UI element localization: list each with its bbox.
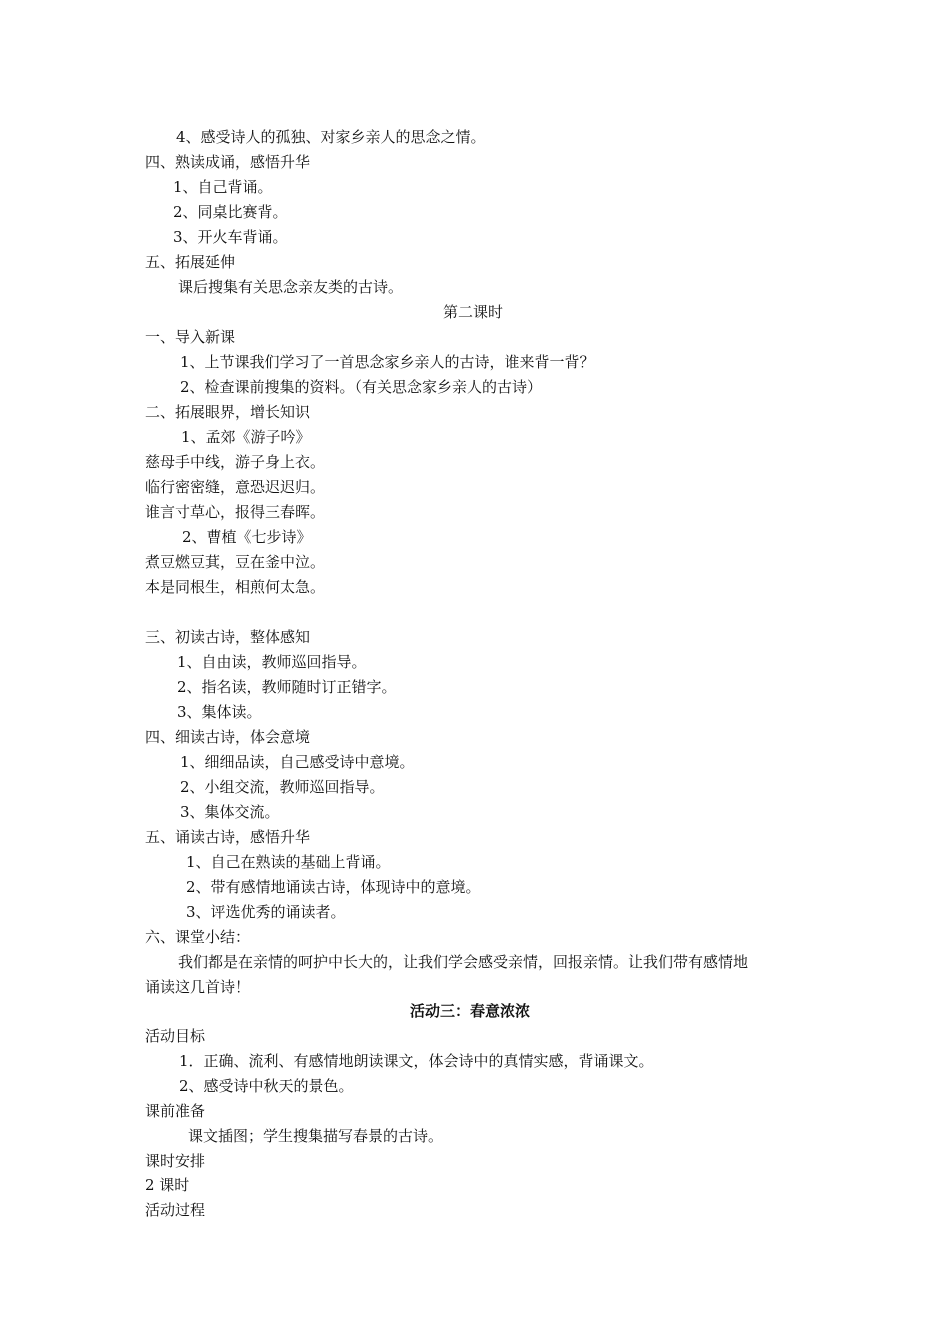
list-item: 1、细细品读，自己感受诗中意境。 bbox=[180, 753, 415, 771]
list-item: 4、感受诗人的孤独、对家乡亲人的思念之情。 bbox=[176, 128, 486, 146]
paragraph: 课后搜集有关思念亲友类的古诗。 bbox=[178, 278, 404, 296]
section-heading: 四、熟读成诵，感悟升华 bbox=[145, 153, 311, 171]
section-heading: 活动过程 bbox=[145, 1201, 206, 1219]
section-heading: 六、课堂小结： bbox=[145, 928, 251, 946]
paragraph: 诵读这几首诗！ bbox=[145, 978, 251, 996]
list-item: 3、集体交流。 bbox=[180, 803, 280, 821]
list-item: 1、自己在熟读的基础上背诵。 bbox=[186, 853, 391, 871]
list-item: 2、曹植《七步诗》 bbox=[182, 528, 312, 546]
list-item: 2、检查课前搜集的资料。（有关思念家乡亲人的古诗） bbox=[180, 378, 543, 396]
paragraph: 我们都是在亲情的呵护中长大的，让我们学会感受亲情，回报亲情。让我们带有感情地 bbox=[178, 953, 749, 971]
poem-line: 临行密密缝，意恐迟迟归。 bbox=[145, 478, 326, 496]
list-item: 1、孟郊《游子吟》 bbox=[181, 428, 311, 446]
section-heading: 四、细读古诗，体会意境 bbox=[145, 728, 311, 746]
section-heading: 三、初读古诗，整体感知 bbox=[145, 628, 311, 646]
list-item: 3、评选优秀的诵读者。 bbox=[186, 903, 346, 921]
section-heading: 二、拓展眼界，增长知识 bbox=[145, 403, 311, 421]
paragraph: 2 课时 bbox=[145, 1176, 190, 1194]
activity-title: 活动三：春意浓浓 bbox=[410, 1002, 531, 1020]
list-item: 3、开火车背诵。 bbox=[173, 228, 288, 246]
list-item: 2、指名读，教师随时订正错字。 bbox=[177, 678, 397, 696]
list-item: 2、感受诗中秋天的景色。 bbox=[179, 1077, 354, 1095]
list-item: 1．正确、流利、有感情地朗读课文，体会诗中的真情实感，背诵课文。 bbox=[179, 1052, 654, 1070]
list-item: 2、小组交流，教师巡回指导。 bbox=[180, 778, 385, 796]
section-heading: 课时安排 bbox=[145, 1152, 206, 1170]
section-heading: 五、拓展延伸 bbox=[145, 253, 236, 271]
list-item: 2、带有感情地诵读古诗，体现诗中的意境。 bbox=[186, 878, 481, 896]
list-item: 1、自由读，教师巡回指导。 bbox=[177, 653, 367, 671]
section-heading: 活动目标 bbox=[145, 1027, 206, 1045]
poem-line: 煮豆燃豆萁，豆在釜中泣。 bbox=[145, 553, 326, 571]
poem-line: 谁言寸草心，报得三春晖。 bbox=[145, 503, 326, 521]
section-heading: 课前准备 bbox=[145, 1102, 206, 1120]
section-heading: 五、诵读古诗，感悟升华 bbox=[145, 828, 311, 846]
lesson-title: 第二课时 bbox=[443, 303, 504, 321]
poem-line: 慈母手中线，游子身上衣。 bbox=[145, 453, 326, 471]
list-item: 1、上节课我们学习了一首思念家乡亲人的古诗，谁来背一背？ bbox=[180, 353, 595, 371]
section-heading: 一、导入新课 bbox=[145, 328, 236, 346]
list-item: 3、集体读。 bbox=[177, 703, 262, 721]
list-item: 2、同桌比赛背。 bbox=[173, 203, 288, 221]
list-item: 1、自己背诵。 bbox=[173, 178, 273, 196]
poem-line: 本是同根生，相煎何太急。 bbox=[145, 578, 326, 596]
paragraph: 课文插图；学生搜集描写春景的古诗。 bbox=[188, 1127, 444, 1145]
